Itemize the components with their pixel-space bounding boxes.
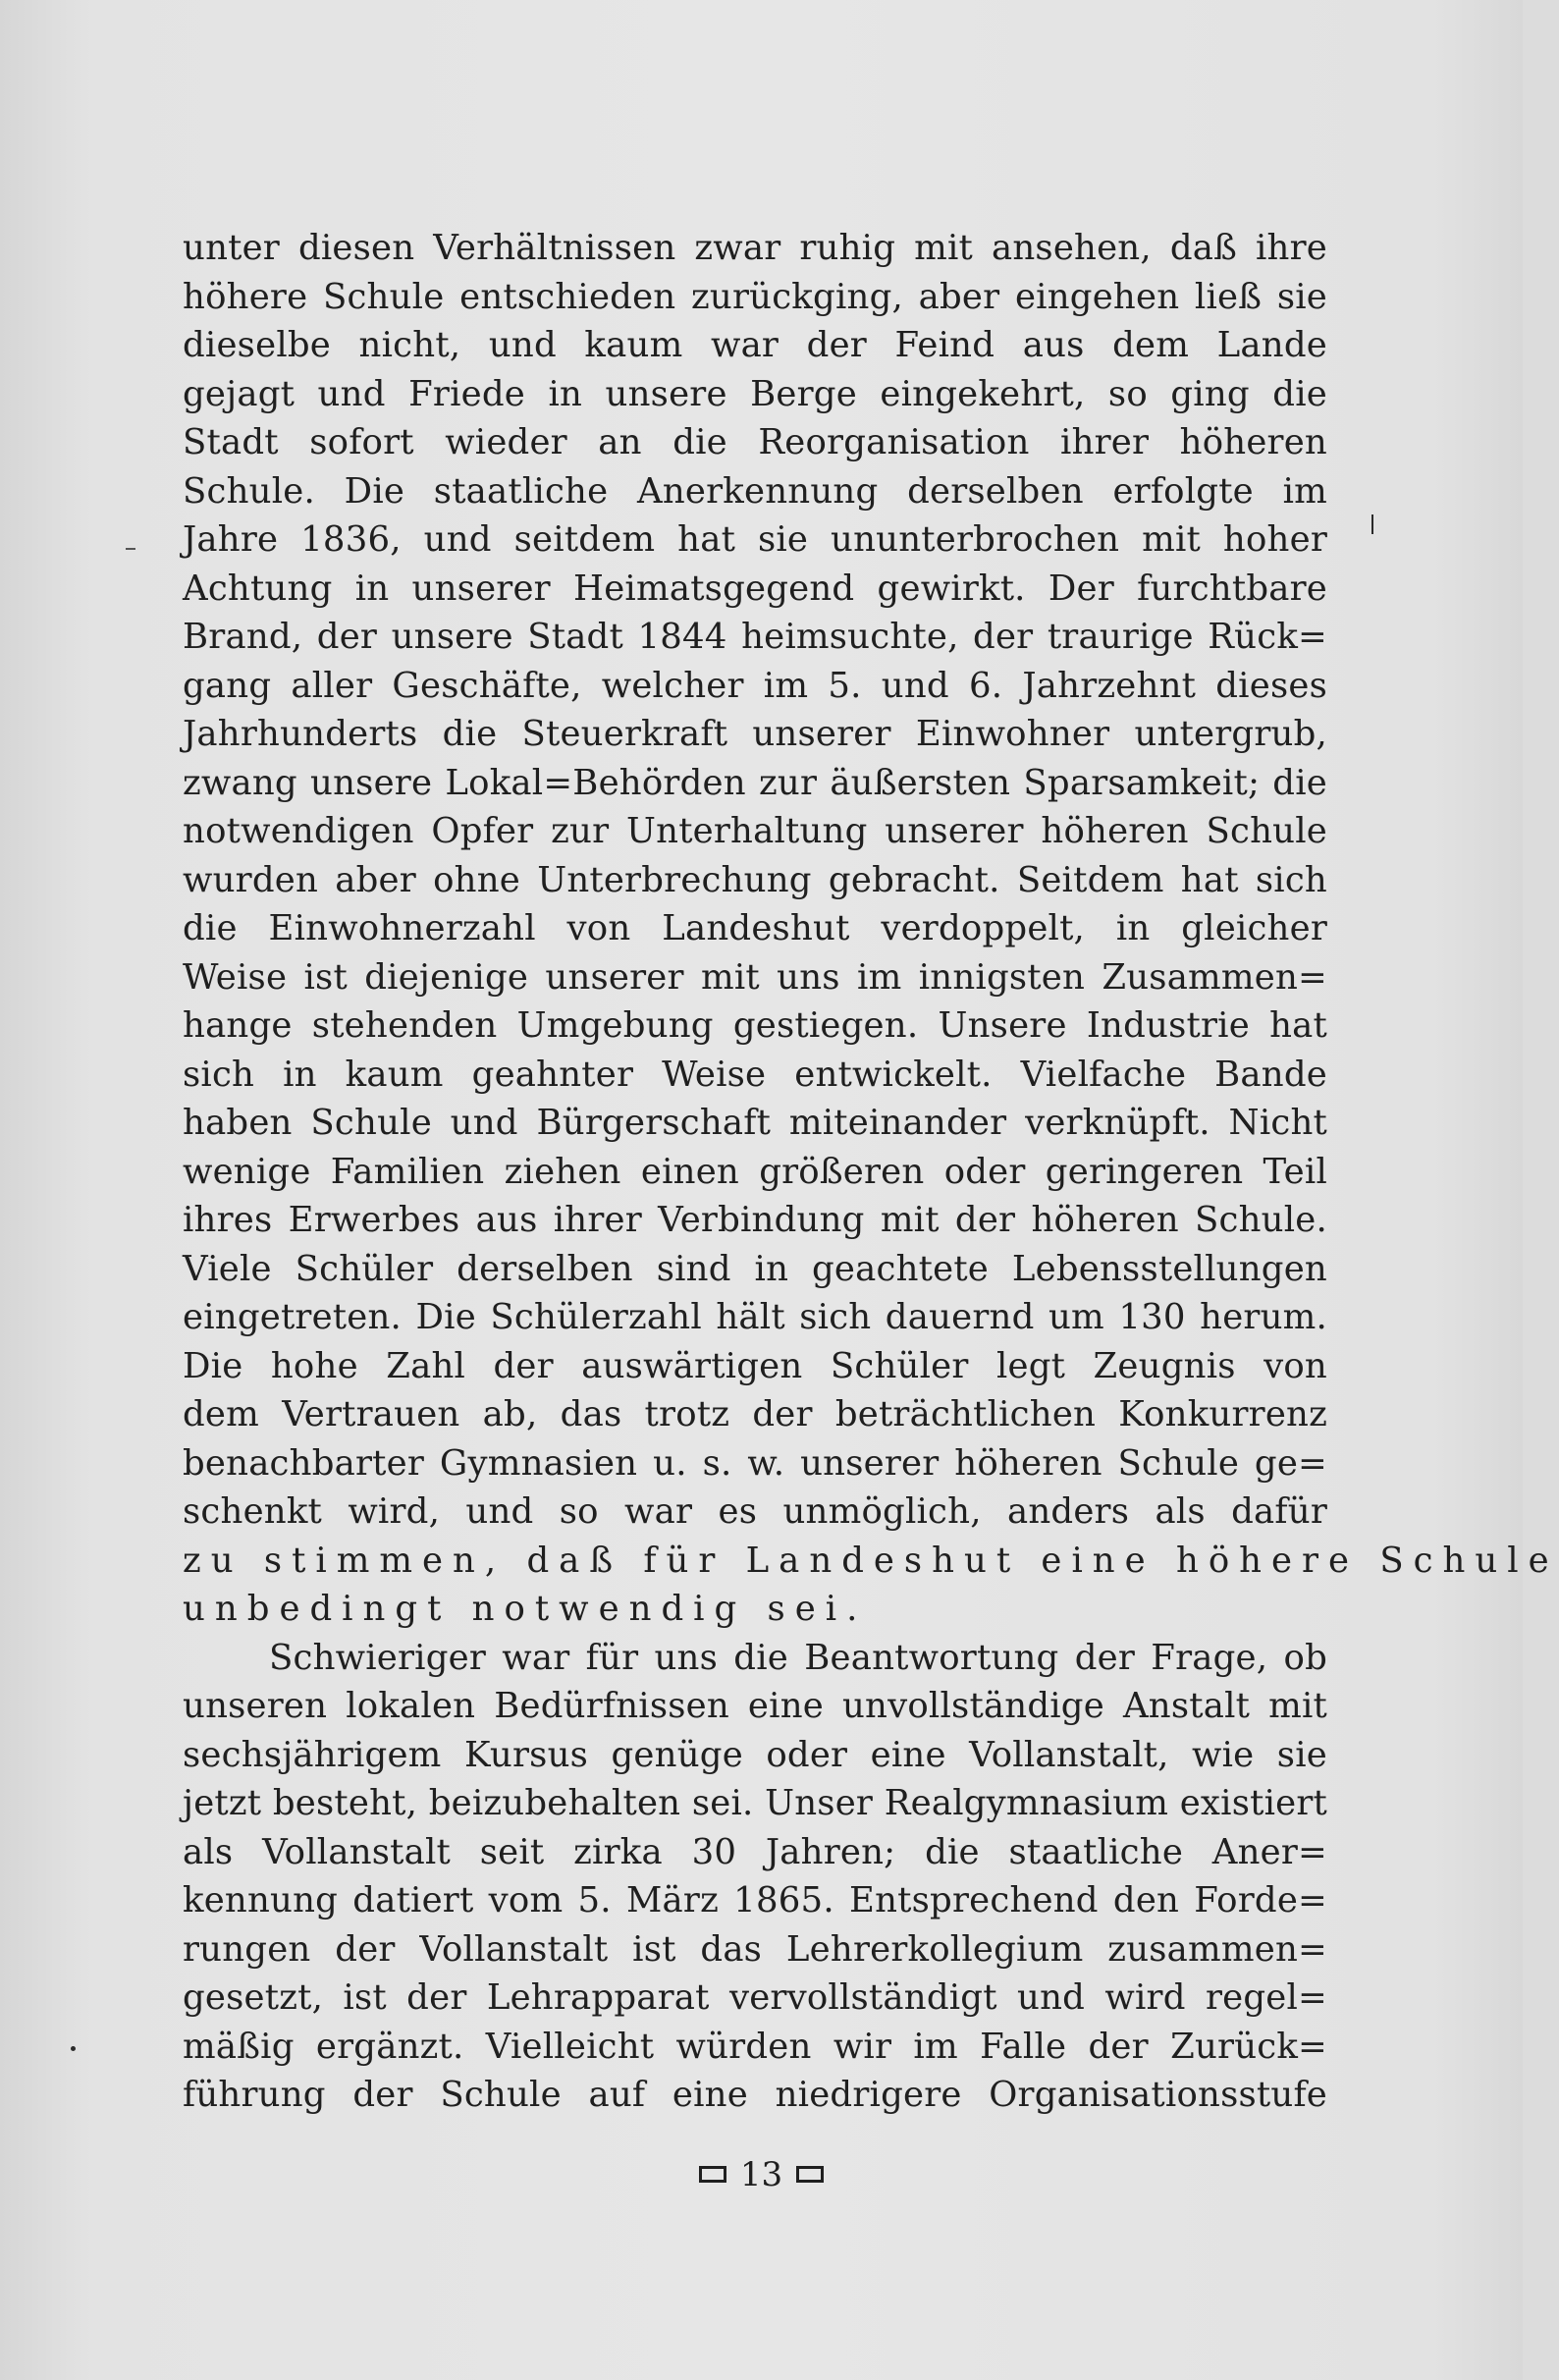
text-line: wurden aber ohne Unterbrechung gebracht. Seitdem hat sich bbox=[183, 859, 1327, 900]
text-line: Brand, der unsere Stadt 1844 heimsuchte, der traurige Rück= bbox=[183, 617, 1327, 657]
margin-dash-mark bbox=[126, 548, 135, 550]
text-line: dem Vertrauen ab, das trotz der beträchtlichen Konkurrenz bbox=[183, 1394, 1327, 1434]
paragraph-start-line: Schwieriger war für uns die Beantwortung der Frage, ob bbox=[269, 1637, 1327, 1678]
text-line: rungen der Vollanstalt ist das Lehrerkollegium zusammen= bbox=[183, 1928, 1327, 1970]
text-line: gejagt und Friede in unsere Berge eingekehrt, so ging die bbox=[183, 373, 1327, 414]
margin-dot-mark bbox=[71, 2046, 76, 2051]
text-line: ihres Erwerbes aus ihrer Verbindung mit der höheren Schule. bbox=[183, 1200, 1327, 1240]
text-line: höhere Schule entschieden zurückging, aber eingehen ließ sie bbox=[183, 276, 1327, 317]
text-line: hange stehenden Umgebung gestiegen. Unsere Industrie hat bbox=[183, 1005, 1327, 1046]
text-line: kennung datiert vom 5. März 1865. Entsprechend den Forde= bbox=[183, 1880, 1327, 1920]
text-line: benachbarter Gymnasien u. s. w. unserer höheren Schule ge= bbox=[183, 1442, 1327, 1484]
text-line: wenige Familien ziehen einen größeren oder geringeren Teil bbox=[183, 1151, 1327, 1192]
text-line: Viele Schüler derselben sind in geachtete Lebensstellungen bbox=[183, 1248, 1327, 1289]
text-line: unseren lokalen Bedürfnissen eine unvollständige Anstalt mit bbox=[183, 1686, 1327, 1726]
text-line: gang aller Geschäfte, welcher im 5. und 6. Jahrzehnt dieses bbox=[183, 665, 1327, 706]
text-line: zwang unsere Lokal=Behörden zur äußersten Sparsamkeit; die bbox=[183, 762, 1327, 803]
square-ornament-icon bbox=[699, 2166, 726, 2183]
body-text bbox=[183, 224, 1559, 2120]
page-footer bbox=[0, 2153, 1523, 2196]
text-line: gesetzt, ist der Lehrapparat vervollständigt und wird regel= bbox=[183, 1977, 1327, 2018]
text-line: führung der Schule auf eine niedrigere Organisationsstufe bbox=[183, 2075, 1327, 2115]
text-line: mäßig ergänzt. Vielleicht würden wir im Falle der Zurück= bbox=[183, 2026, 1327, 2067]
text-line: Weise ist diejenige unserer mit uns im innigsten Zusammen= bbox=[183, 956, 1327, 998]
emphasized-text-line: unbedingt notwendig sei. bbox=[183, 1589, 868, 1629]
margin-tick-mark bbox=[1371, 514, 1373, 534]
text-line: als Vollanstalt seit zirka 30 Jahren; die staatliche Aner= bbox=[183, 1831, 1327, 1872]
text-line: sich in kaum geahnter Weise entwickelt. Vielfache Bande bbox=[183, 1054, 1327, 1095]
text-line: unter diesen Verhältnissen zwar ruhig mit ansehen, daß ihre bbox=[183, 228, 1327, 268]
text-line: Stadt sofort wieder an die Reorganisation ihrer höheren bbox=[183, 422, 1327, 462]
text-line: sechsjährigem Kursus genüge oder eine Vollanstalt, wie sie bbox=[183, 1734, 1327, 1775]
text-line: Die hohe Zahl der auswärtigen Schüler legt Zeugnis von bbox=[183, 1345, 1327, 1386]
emphasized-text-line: zu stimmen, daß für Landeshut eine höhere Schule bbox=[183, 1540, 1559, 1581]
text-line: Jahrhunderts die Steuerkraft unserer Einwohner untergrub, bbox=[183, 714, 1327, 754]
page-number: 13 bbox=[739, 2155, 783, 2194]
text-line: haben Schule und Bürgerschaft miteinander verknüpft. Nicht bbox=[183, 1103, 1327, 1143]
text-line: Achtung in unserer Heimatsgegend gewirkt. Der furchtbare bbox=[183, 568, 1327, 609]
text-line: schenkt wird, und so war es unmöglich, anders als dafür bbox=[183, 1491, 1327, 1532]
text-line: die Einwohnerzahl von Landeshut verdoppelt, in gleicher bbox=[183, 908, 1327, 948]
text-line: Schule. Die staatliche Anerkennung derselben erfolgte im bbox=[183, 470, 1327, 512]
text-line: Jahre 1836, und seitdem hat sie ununterbrochen mit hoher bbox=[183, 519, 1327, 560]
square-ornament-icon bbox=[796, 2166, 824, 2183]
text-line: jetzt besteht, beizubehalten sei. Unser Realgymnasium existiert bbox=[183, 1783, 1327, 1823]
text-line: dieselbe nicht, und kaum war der Feind aus dem Lande bbox=[183, 325, 1327, 365]
text-line: eingetreten. Die Schülerzahl hält sich dauernd um 130 herum. bbox=[183, 1297, 1327, 1337]
text-line: notwendigen Opfer zur Unterhaltung unserer höheren Schule bbox=[183, 811, 1327, 851]
